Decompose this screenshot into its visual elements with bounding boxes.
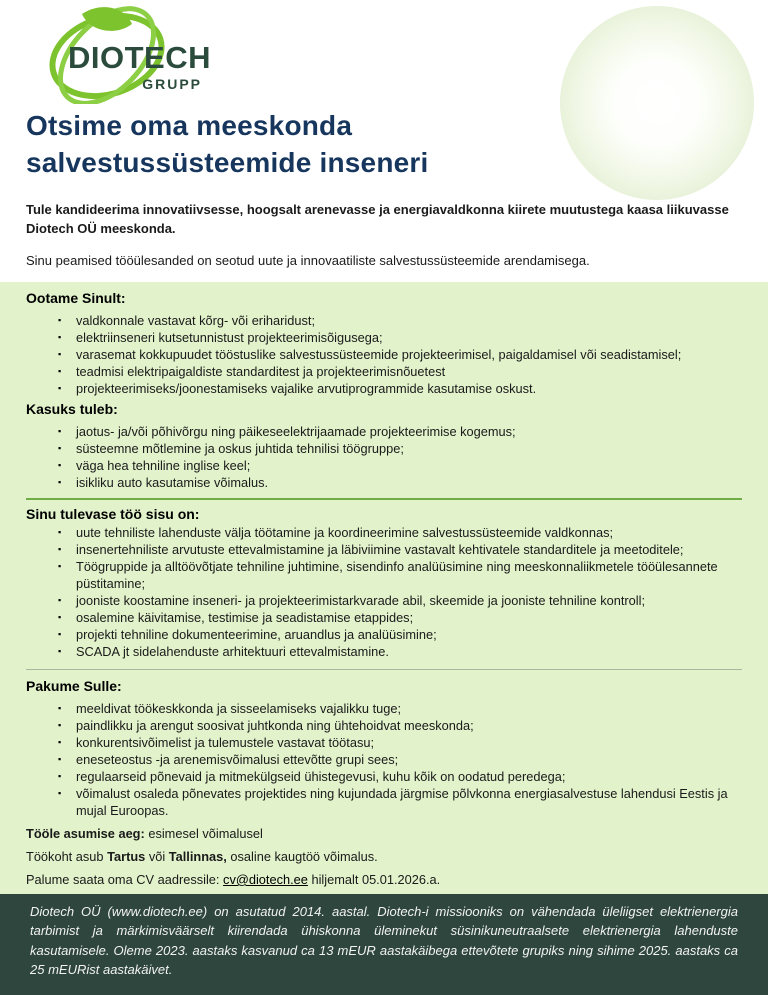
advantages-list (26, 423, 748, 491)
list-item: ▪ väga hea tehniline inglise keel; (26, 457, 748, 474)
location-pre-text: Töökoht asub (26, 848, 104, 864)
decorative-sphere (560, 6, 754, 200)
job-content-list (26, 524, 748, 660)
list-item: ▪ võimalust osaleda põnevates projektides ning kujundada järgmise põlvkonna energiasalvestuse lahendusi Eestis ja mujal Euroopas. (26, 785, 748, 819)
list-item: ▪ meeldivat töökeskkonda ja sisseelamiseks vajalikku tuge; (26, 700, 748, 717)
section-heading-expectations: Ootame Sinult: (26, 289, 126, 306)
title-line-2: salvestussüsteemide inseneri (26, 146, 429, 178)
logo-wordmark: DIOTECH (68, 40, 211, 75)
offer-list (26, 700, 748, 819)
list-item: ▪ SCADA jt sidelahenduste arhitektuuri ettevalmistamine. (26, 643, 748, 660)
list-item: ▪ projekteerimiseks/joonestamiseks vajalike arvutiprogrammide kasutamise oskust. (26, 380, 748, 397)
location-city-2: Tallinnas, (168, 848, 227, 864)
intro-bold-paragraph: Tule kandideerima innovatiivsesse, hoogsalt arenevasse ja energiavaldkonna kiirete muutustega kaasa liikuvasse Diotech OÜ meeskonda. (26, 201, 729, 236)
list-item: ▪ konkurentsivõimelist ja tulemustele vastavat töötasu; (26, 734, 748, 751)
cv-pre-text: Palume saata oma CV aadressile: (26, 871, 220, 887)
list-item: ▪ valdkonnale vastavat kõrg- või eriharidust; (26, 312, 748, 329)
list-item: ▪ varasemat kokkupuudet tööstuslike salvestussüsteemide projekteerimisel, paigaldamisel või seadistamisel; (26, 346, 748, 363)
list-item: ▪ teadmisi elektripaigaldiste standarditest ja projekteerimisnõuetest (26, 363, 748, 380)
header (0, 0, 768, 100)
logo-subtitle: GRUPP (142, 76, 202, 92)
list-item: ▪ Töögruppide ja alltöövõtjate tehniline juhtimine, sisendinfo analüüsimine ning meeskonnaliikmetele tööülesannete püstitamine; (26, 558, 748, 592)
footer-website-text: www.diotech.ee (111, 903, 203, 919)
list-item: ▪ jaotus- ja/või põhivõrgu ning päikeseelektrijaamade projekteerimise kogemus; (26, 423, 748, 440)
section-heading-job-content: Sinu tulevase töö sisu on: (26, 505, 200, 522)
section-heading-offer: Pakume Sulle: (26, 677, 122, 694)
list-item: ▪ süsteemne mõtlemine ja oskus juhtida tehnilisi töögruppe; (26, 440, 748, 457)
list-item: ▪ isikliku auto kasutamise võimalus. (26, 474, 748, 491)
list-item: ▪ elektriinseneri kutsetunnistust projekteerimisõigusega; (26, 329, 748, 346)
list-item: ▪ eneseteostus -ja arenemisvõimalusi ettevõtte grupi sees; (26, 751, 748, 768)
job-details-panel (0, 282, 768, 894)
list-item: ▪ jooniste koostamine inseneri- ja projekteerimistarkvarade abil, skeemide ja jooniste tehniline kontroll; (26, 592, 748, 609)
diotech-logo (22, 4, 222, 104)
list-item: ▪ projekti tehniline dokumenteerimine, aruandlus ja analüüsimine; (26, 626, 748, 643)
list-item: ▪ uute tehniliste lahenduste välja töötamine ja koordineerimine salvestussüsteemide valdkonnas; (26, 524, 748, 541)
footer-text-pre: Diotech OÜ ( (30, 903, 112, 919)
location-line (26, 848, 748, 865)
company-info-paragraph (30, 902, 738, 980)
list-item: ▪ insenertehniliste arvutuste ettevalmistamine ja läbiviimine vastavalt kehtivatele standarditele ja meetoditele; (26, 541, 748, 558)
location-city-1: Tartus (107, 848, 146, 864)
section-divider-gray (26, 669, 742, 670)
start-date-line (26, 825, 748, 842)
location-mid-text: või (148, 848, 166, 864)
footer-text-post: ) on asutatud 2014. aastal. Diotech-i missiooniks on vähendada üleliigset elektrienergia tarbimist ja märkimisväärselt kiirendada ühiskonna üleminekut süsinikuneutraalsete elektrienergia lahenduste kasutamisele. Oleme 2023. aastaks kasvanud ca 13 mEUR aastakäibega ettevõtete grupiks ning sihime 2025. aastaks ca 25 mEURist aastakäivet. (30, 903, 738, 978)
section-divider-green (26, 498, 742, 500)
list-item: ▪ regulaarseid põnevaid ja mitmekülgseid ühistegevusi, kuhu kõik on oodatud peredega; (26, 768, 748, 785)
list-item: ▪ osalemine käivitamise, testimise ja seadistamise etappides; (26, 609, 748, 626)
company-info-footer (0, 894, 768, 995)
start-date-value: esimesel võimalusel (148, 825, 263, 841)
section-heading-advantages: Kasuks tuleb: (26, 400, 118, 417)
intro-paragraph: Sinu peamised tööülesanded on seotud uute ja innovaatiliste salvestussüsteemide arendamisega. (26, 252, 590, 268)
cv-line (26, 871, 748, 888)
list-item: ▪ paindlikku ja arengut soosivat juhtkonda ning ühtehoidvat meeskonda; (26, 717, 748, 734)
title-line-1: Otsime oma meeskonda (26, 110, 353, 141)
cv-email-link[interactable]: cv@diotech.ee (223, 871, 308, 887)
expectations-list (26, 312, 748, 397)
start-date-label: Tööle asumise aeg: (26, 825, 145, 841)
location-post-text: osaline kaugtöö võimalus. (230, 848, 378, 864)
cv-post-text: hiljemalt 05.01.2026.a. (311, 871, 441, 887)
